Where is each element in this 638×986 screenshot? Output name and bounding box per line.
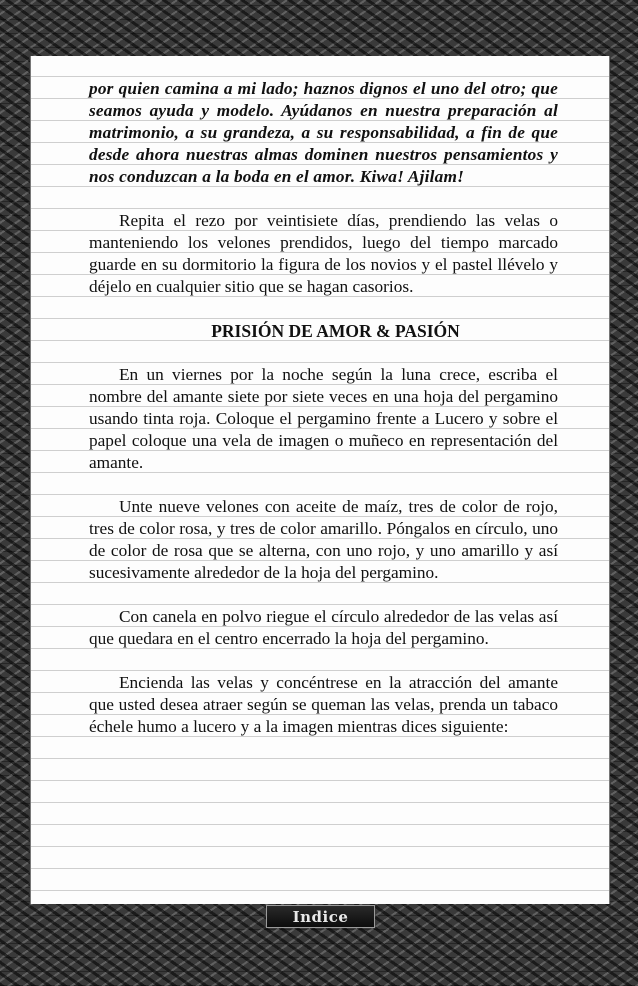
instructions-paragraph: Repita el rezo por veintisiete días, prendiendo las velas o manteniendo los velones prendidos, luego del tiempo marcado guarde en su dormitorio la figura de los novios y el pastel llévelo y déjelo en cualquier sitio que se hagan casorios.	[89, 211, 558, 296]
body-paragraph-2: Unte nueve velones con aceite de maíz, tres de color de rojo, tres de color rosa, y tres de color amarillo. Póngalos en círculo, uno de color de rosa que se alterna, con uno rojo, y uno amarillo y así sucesivamente alrededor de la hoja del pergamino.	[89, 497, 558, 582]
document-page	[30, 56, 610, 904]
index-button-label: Indice	[292, 907, 349, 926]
spacer	[89, 584, 558, 606]
spacer	[89, 188, 558, 210]
spacer	[89, 342, 558, 364]
page-content	[89, 78, 558, 738]
opening-prayer: por quien camina a mi lado; haznos dignos el uno del otro; que seamos ayuda y modelo. Ayúdanos en nuestra preparación al matrimonio, a su grandeza, a su responsabilidad, a fin de que desde ahora nuestras almas dominen nuestros pensamientos y nos conduzcan a la boda en el amor. Kiwa! Ajilam!	[89, 79, 558, 186]
spacer	[89, 474, 558, 496]
index-button[interactable]	[266, 905, 375, 928]
spacer	[89, 650, 558, 672]
body-paragraph-3: Con canela en polvo riegue el círculo alrededor de las velas así que quedara en el centro encerrado la hoja del pergamino.	[89, 607, 558, 648]
spacer	[89, 298, 558, 320]
body-paragraph-4: Encienda las velas y concéntrese en la atracción del amante que usted desea atraer según se queman las velas, prenda un tabaco échele humo a lucero y a la imagen mientras dices siguiente:	[89, 673, 558, 736]
section-title: PRISIÓN DE AMOR & PASIÓN	[211, 321, 460, 341]
body-paragraph-1: En un viernes por la noche según la luna crece, escriba el nombre del amante siete por siete veces en una hoja del pergamino usando tinta roja. Coloque el pergamino frente a Lucero y sobre el papel coloque una vela de imagen o muñeco en representación del amante.	[89, 365, 558, 472]
